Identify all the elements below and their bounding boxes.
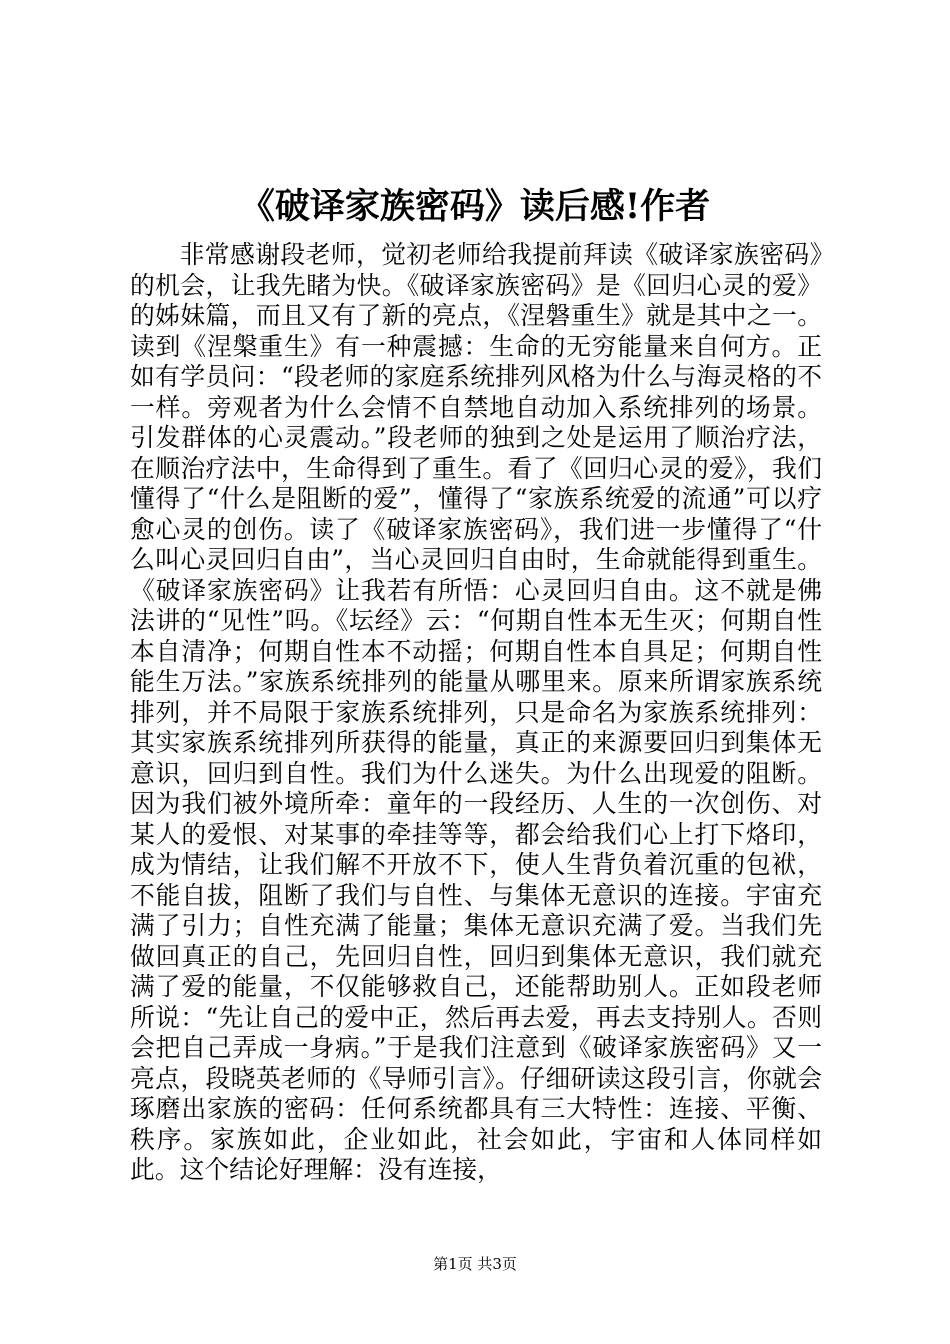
page-footer: 第1页 共3页: [433, 1255, 517, 1273]
body-paragraph: 非常感谢段老师，觉初老师给我提前拜读《破译家族密码》的机会，让我先睹为快。《破译家族密码》是《回归心灵的爱》的姊妹篇，而且又有了新的亮点，《涅磐重生》就是其中之一。读到《涅槃重生》有一种震撼：生命的无穷能量来自何方。正如有学员问：“段老师的家庭系统排列风格为什么与海灵格的不一样。旁观者为什么会情不自禁地自动加入系统排列的场景。引发群体的心灵震动。”段老师的独到之处是运用了顺治疗法，在顺治疗法中，生命得到了重生。看了《回归心灵的爱》，我们懂得了“什么是阻断的爱”，懂得了“家族系统爱的流通”可以疗愈心灵的创伤。读了《破译家族密码》，我们进一步懂得了“什么叫心灵回归自由”，当心灵回归自由时，生命就能得到重生。《破译家族密码》让我若有所悟：心灵回归自由。这不就是佛法讲的“见性”吗。《坛经》云：“何期自性本无生灭；何期自性本自清净；何期自性本不动摇；何期自性本自具足；何期自性能生万法。”家族系统排列的能量从哪里来。原来所谓家族系统排列，并不局限于家族系统排列，只是命名为家族系统排列：其实家族系统排列所获得的能量，真正的来源要回归到集体无意识，回归到自性。我们为什么迷失。为什么出现爱的阻断。因为我们被外境所牵：童年的一段经历、人生的一次创伤、对某人的爱恨、对某事的牵挂等等，都会给我们心上打下烙印，成为情结，让我们解不开放不下，使人生背负着沉重的包袱，不能自拔，阻断了我们与自性、与集体无意识的连接。宇宙充满了引力；自性充满了能量；集体无意识充满了爱。当我们先做回真正的自己，先回归自性，回归到集体无意识，我们就充满了爱的能量，不仅能够救自己，还能帮助别人。正如段老师所说：“先让自己的爱中正，然后再去爱，再去支持别人。否则会把自己弄成一身病。”于是我们注意到《破译家族密码》又一亮点，段晓英老师的《导师引言》。仔细研读这段引言，你就会琢磨出家族的密码：任何系统都具有三大特性：连接、平衡、秩序。家族如此，企业如此，社会如此，宇宙和人体同样如此。这个结论好理解：没有连接，: [130, 240, 822, 1184]
document-title: 《破译家族密码》读后感!作者: [239, 186, 711, 227]
